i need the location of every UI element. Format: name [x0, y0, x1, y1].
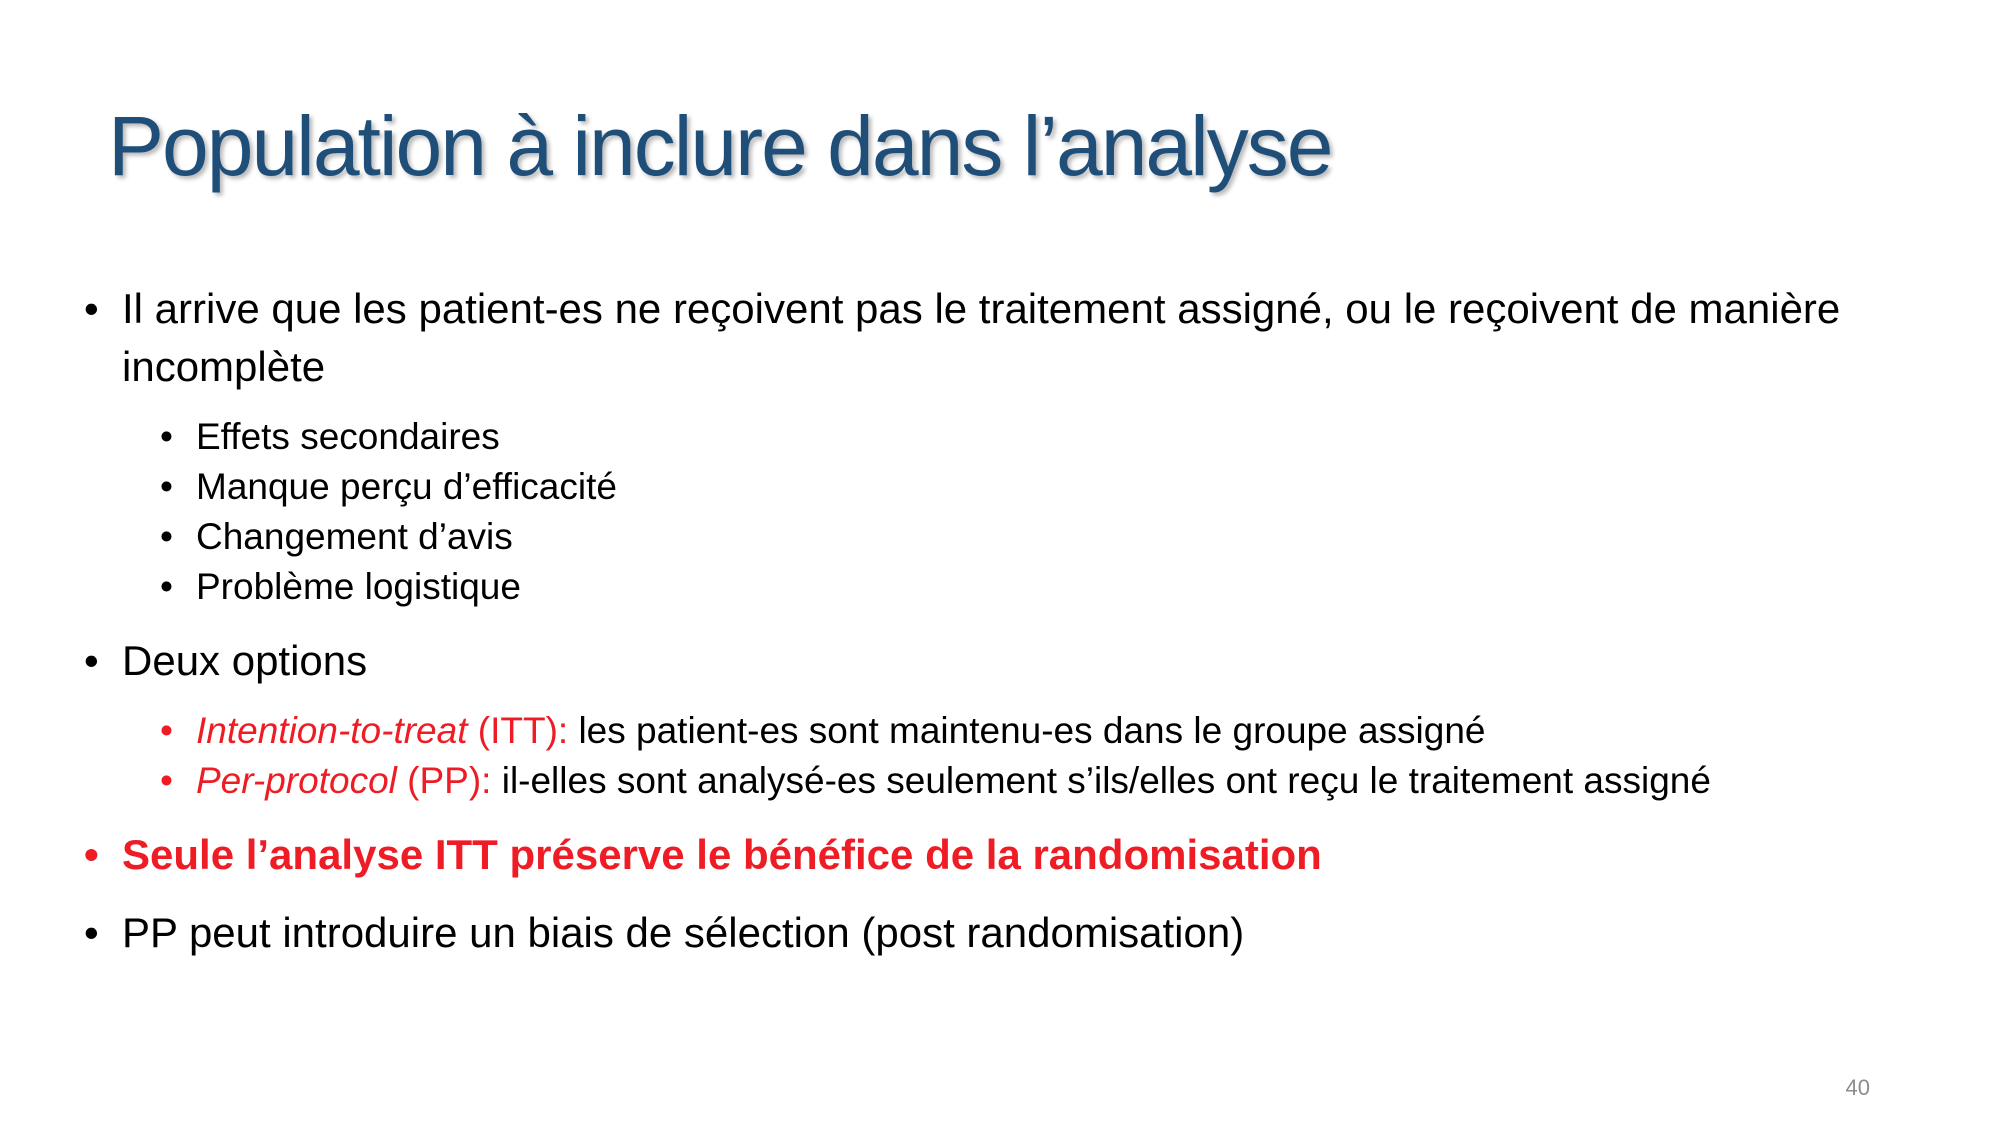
sub-bullet-itt: [84, 706, 1964, 756]
bullet-dot: •: [160, 516, 173, 557]
sub-bullet-text: Changement d’avis: [196, 516, 513, 557]
bullet-dot: •: [160, 466, 173, 507]
sub-bullet-pp: [84, 756, 1964, 806]
sub-bullet-text: Manque perçu d’efficacité: [196, 466, 617, 507]
bullet-text: Seule l’analyse ITT préserve le bénéfice de la randomisation: [122, 831, 1322, 878]
bullet-dot: •: [160, 710, 173, 751]
bullet-dot: •: [160, 566, 173, 607]
pp-abbr: (PP):: [396, 760, 492, 801]
bullet-two-options: [84, 632, 1964, 690]
sub-bullet-lack-of-efficacy: [84, 462, 1964, 512]
itt-abbr: (ITT):: [467, 710, 569, 751]
bullet-dot: •: [84, 637, 99, 684]
bullet-dot: •: [160, 416, 173, 457]
bullet-incomplete-treatment: [84, 280, 1964, 396]
bullet-text: Il arrive que les patient-es ne reçoivent pas le traitement assigné, ou le reçoivent de manière incomplète: [122, 285, 1841, 390]
itt-description: les patient-es sont maintenu-es dans le groupe assigné: [568, 710, 1486, 751]
bullet-pp-selection-bias: [84, 904, 1964, 962]
bullet-dot: •: [84, 285, 99, 332]
bullet-dot: •: [160, 760, 173, 801]
sub-bullet-side-effects: [84, 412, 1964, 462]
itt-term: Intention-to-treat: [196, 710, 468, 751]
sub-bullet-text: Problème logistique: [196, 566, 521, 607]
sub-bullet-text: [196, 756, 1964, 806]
slide-content: [84, 280, 1964, 962]
slide-title: Population à inclure dans l’analyse: [108, 99, 1332, 193]
bullet-itt-randomisation: [84, 826, 1964, 884]
sub-bullet-text: [196, 706, 1964, 756]
bullet-dot: •: [84, 831, 99, 878]
pp-description: il-elles sont analysé-es seulement s’ils/elles ont reçu le traitement assigné: [491, 760, 1711, 801]
sub-bullet-change-of-mind: [84, 512, 1964, 562]
bullet-text: PP peut introduire un biais de sélection (post randomisation): [122, 909, 1245, 956]
sub-bullet-logistic-problem: [84, 562, 1964, 612]
page-number: 40: [1845, 1075, 1870, 1100]
bullet-text: Deux options: [122, 637, 368, 684]
sub-bullet-text: Effets secondaires: [196, 416, 500, 457]
pp-term: Per-protocol: [196, 760, 397, 801]
bullet-dot: •: [84, 909, 99, 956]
